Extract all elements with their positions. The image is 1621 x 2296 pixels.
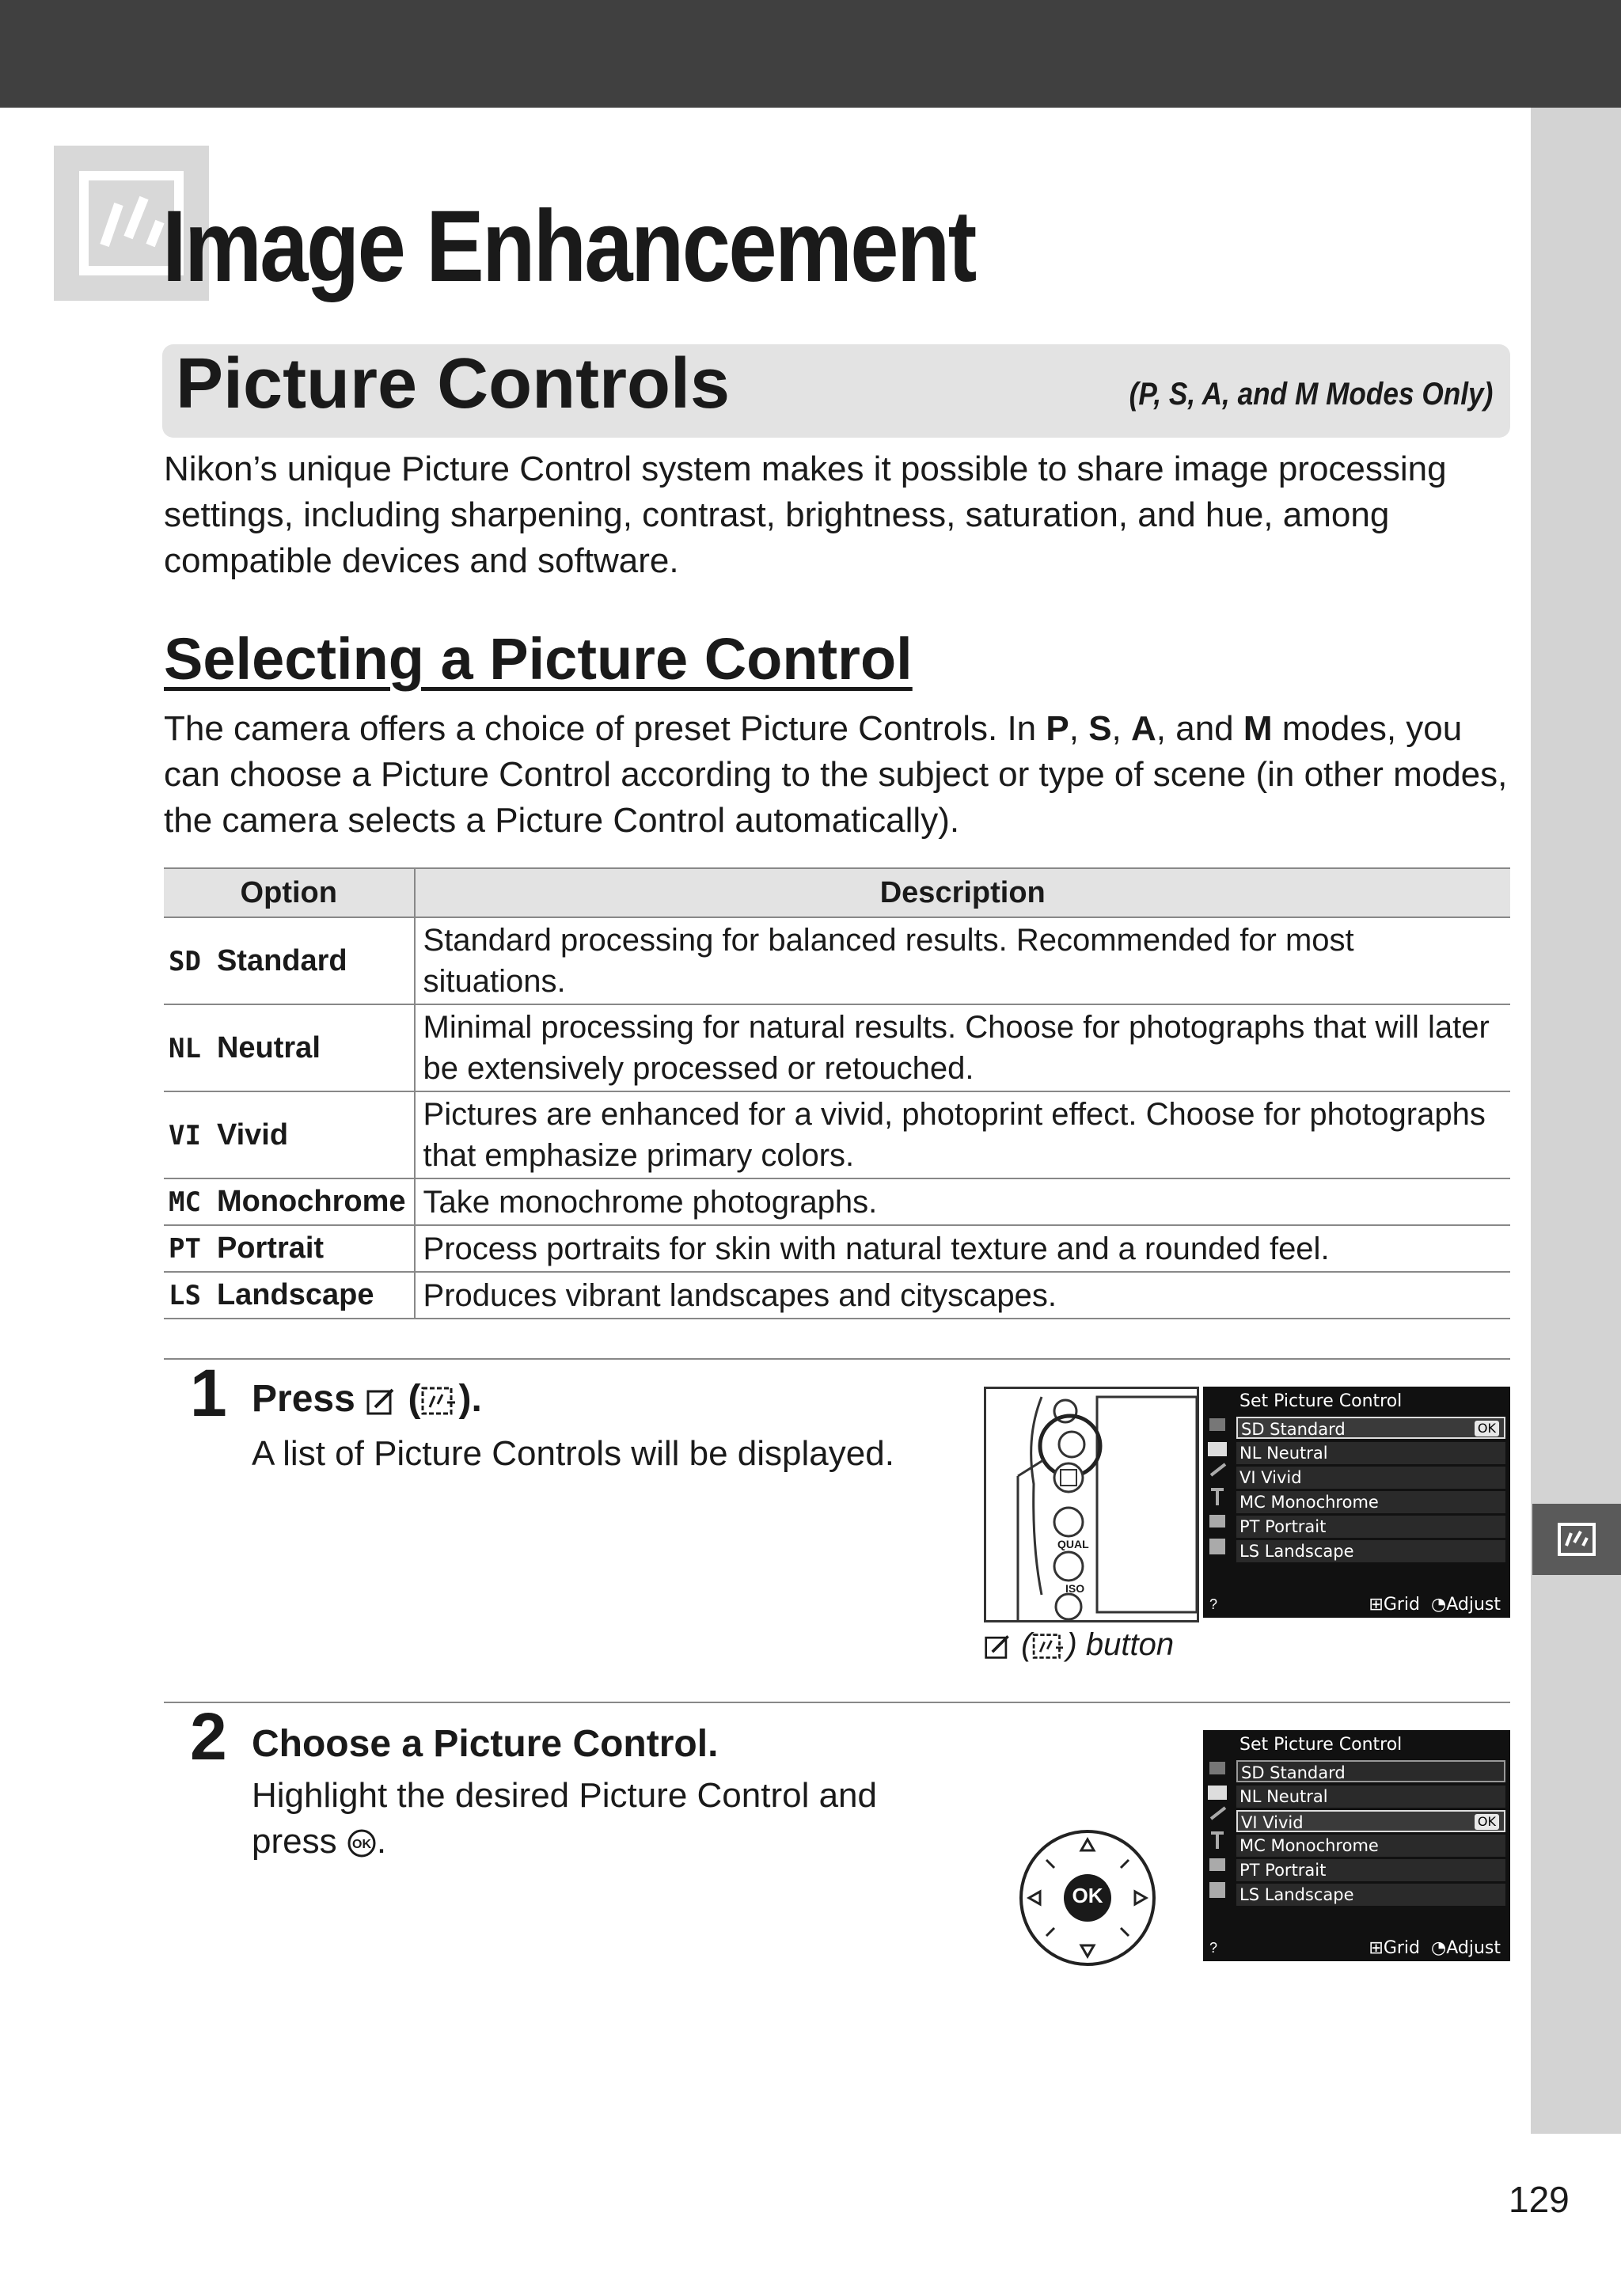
step-1-rule: [164, 1358, 1510, 1360]
option-name: Vivid: [216, 1118, 289, 1152]
option-name: Monochrome: [216, 1185, 406, 1218]
camera-buttons-drawing: [986, 1389, 1197, 1620]
iso-label: ISO: [1065, 1582, 1085, 1595]
step-2-title: Choose a Picture Control.: [252, 1723, 719, 1765]
footer-adjust: Adjust: [1446, 1938, 1501, 1958]
option-cell: [164, 1272, 415, 1319]
screen-item: VI Vivid: [1241, 1813, 1304, 1832]
option-cell: [164, 1225, 415, 1272]
step-2-number: 2: [190, 1699, 227, 1774]
svg-text:OK: OK: [351, 1838, 371, 1852]
step-1-title-pre: Press: [252, 1378, 366, 1420]
mode-p: P: [1046, 709, 1069, 748]
description-cell: Take monochrome photographs.: [415, 1178, 1510, 1225]
step-1-title-post: ).: [458, 1378, 482, 1420]
intro-text-1: The camera offers a choice of preset Picture Controls. In: [164, 709, 1046, 748]
mode-s: S: [1088, 709, 1112, 748]
screen-item: VI Vivid: [1239, 1468, 1302, 1487]
page-number: 129: [1509, 2179, 1570, 2220]
mode-m: M: [1243, 709, 1273, 748]
step-2-text-post: .: [376, 1822, 387, 1861]
screen-item: NL Neutral: [1239, 1787, 1328, 1806]
step-1-text: A list of Picture Controls will be displayed.: [252, 1434, 894, 1473]
option-code: SD: [169, 945, 201, 977]
menu-tabs-strip: [1203, 1412, 1232, 1586]
menu-screen-1: [1203, 1387, 1510, 1618]
menu-tabs-strip: [1203, 1755, 1232, 1930]
screen-row[interactable]: [1236, 1884, 1505, 1906]
qual-label: QUAL: [1057, 1538, 1089, 1550]
description-cell: Standard processing for balanced results. Recommended for most situations.: [415, 917, 1510, 1004]
dial-icon: ◔: [1431, 1938, 1447, 1958]
description-cell: Pictures are enhanced for a vivid, photoprint effect. Choose for photographs that emphasize primary colors.: [415, 1091, 1510, 1178]
step-1-title: [252, 1377, 482, 1421]
sep-3: , and: [1156, 709, 1243, 748]
ok-button-icon: [347, 1828, 377, 1858]
screen-row-selected[interactable]: [1236, 1417, 1505, 1439]
retouch-button-icon: [366, 1385, 397, 1417]
screen-item: LS Landscape: [1239, 1885, 1354, 1904]
ok-badge: OK: [1475, 1814, 1499, 1830]
description-cell: Produces vibrant landscapes and cityscapes.: [415, 1272, 1510, 1319]
caption-post: ) button: [1066, 1627, 1175, 1662]
footer-grid: Grid: [1383, 1938, 1421, 1958]
subsection-title: Selecting a Picture Control: [164, 626, 913, 692]
screen-item: PT Portrait: [1239, 1861, 1327, 1880]
screen-footer: [1369, 1595, 1501, 1615]
description-cell: Minimal processing for natural results. Choose for photographs that will later be extensively processed or retouched.: [415, 1004, 1510, 1091]
option-code: VI: [169, 1119, 201, 1152]
grid-icon: ⊞: [1369, 1938, 1384, 1958]
option-code: MC: [169, 1186, 201, 1218]
help-icon: ?: [1209, 1596, 1218, 1612]
option-name: Neutral: [216, 1030, 321, 1065]
picture-control-icon: [1557, 1522, 1596, 1557]
step-1-title-mid: (: [397, 1378, 421, 1420]
menu-screen-2: [1203, 1730, 1510, 1961]
step-2-text-pre: Highlight the desired Picture Control and press: [252, 1776, 878, 1861]
button-caption: [984, 1627, 1174, 1663]
menu-tab-icons: [1203, 1412, 1232, 1586]
screen-title: Set Picture Control: [1239, 1391, 1403, 1411]
screen-row[interactable]: [1236, 1786, 1505, 1808]
description-cell: Process portraits for skin with natural texture and a rounded feel.: [415, 1225, 1510, 1272]
ok-center-label: OK: [1072, 1884, 1103, 1907]
sep-1: ,: [1069, 709, 1089, 748]
intro-text-2: modes, you can choose a Picture Control according to the subject or type of scene (in other modes, the camera selects a Picture Control automatically).: [164, 709, 1508, 840]
table-header-description: Description: [415, 868, 1510, 917]
mode-a: A: [1131, 709, 1156, 748]
screen-item: LS Landscape: [1239, 1542, 1354, 1561]
picture-control-icon: [420, 1385, 458, 1417]
screen-title: Set Picture Control: [1239, 1735, 1403, 1755]
camera-back-illustration: [984, 1387, 1199, 1622]
table-row: [164, 1225, 1510, 1272]
modes-note: (P, S, A, and M Modes Only): [1129, 377, 1493, 412]
screen-row[interactable]: [1236, 1859, 1505, 1881]
grid-icon: ⊞: [1369, 1595, 1384, 1615]
caption-pre: (: [1012, 1627, 1032, 1662]
table-row: [164, 1004, 1510, 1091]
footer-grid: Grid: [1383, 1595, 1421, 1615]
subsection-intro: [164, 706, 1517, 844]
table-row: [164, 1272, 1510, 1319]
screen-item: SD Standard: [1241, 1763, 1346, 1782]
footer-adjust: Adjust: [1446, 1595, 1501, 1615]
screen-row[interactable]: [1236, 1835, 1505, 1857]
screen-footer: [1369, 1938, 1501, 1958]
screen-item: PT Portrait: [1239, 1517, 1327, 1536]
screen-item: NL Neutral: [1239, 1444, 1328, 1463]
option-cell: [164, 917, 415, 1004]
step-2-rule: [164, 1702, 1510, 1703]
option-code: NL: [169, 1032, 201, 1065]
picture-control-table: [164, 867, 1510, 1319]
option-code: LS: [169, 1280, 201, 1311]
step-2-text: [252, 1773, 932, 1865]
option-name: Standard: [216, 943, 347, 977]
screen-row[interactable]: [1236, 1467, 1505, 1489]
option-name: Landscape: [216, 1278, 374, 1311]
screen-row[interactable]: [1236, 1442, 1505, 1464]
option-code: PT: [169, 1233, 201, 1265]
chapter-title: Image Enhancement: [162, 190, 975, 303]
top-bar: [0, 0, 1621, 108]
multi-selector[interactable]: [1018, 1828, 1157, 1968]
screen-item: SD Standard: [1241, 1420, 1346, 1439]
section-title: Picture Controls: [176, 344, 731, 423]
screen-row[interactable]: [1236, 1491, 1505, 1513]
side-bar: [1531, 108, 1621, 2134]
option-cell: [164, 1178, 415, 1225]
sep-2: ,: [1111, 709, 1131, 748]
dial-icon: ◔: [1431, 1595, 1447, 1615]
retouch-button-icon: [984, 1632, 1012, 1660]
menu-tab-icons: [1203, 1755, 1232, 1930]
chapter-tab[interactable]: [1532, 1504, 1621, 1575]
help-icon: ?: [1209, 1940, 1218, 1956]
option-name: Portrait: [216, 1231, 325, 1265]
table-header-option: Option: [164, 868, 415, 917]
table-row: [164, 1091, 1510, 1178]
picture-control-icon: [1031, 1632, 1066, 1660]
section-intro: Nikon’s unique Picture Control system makes it possible to share image processing settings, including sharpening, contrast, brightness, saturation, and hue, among compatible devices and software.: [164, 450, 1447, 580]
screen-item: MC Monochrome: [1239, 1836, 1379, 1855]
screen-row[interactable]: [1236, 1516, 1505, 1538]
table-row: [164, 917, 1510, 1004]
screen-item: MC Monochrome: [1239, 1493, 1379, 1512]
screen-row[interactable]: [1236, 1540, 1505, 1562]
ok-badge: OK: [1475, 1421, 1499, 1436]
option-cell: [164, 1004, 415, 1091]
option-cell: [164, 1091, 415, 1178]
screen-row-selected[interactable]: [1236, 1810, 1505, 1832]
step-1-number: 1: [190, 1356, 227, 1430]
table-row: [164, 1178, 1510, 1225]
screen-row[interactable]: [1236, 1760, 1505, 1782]
